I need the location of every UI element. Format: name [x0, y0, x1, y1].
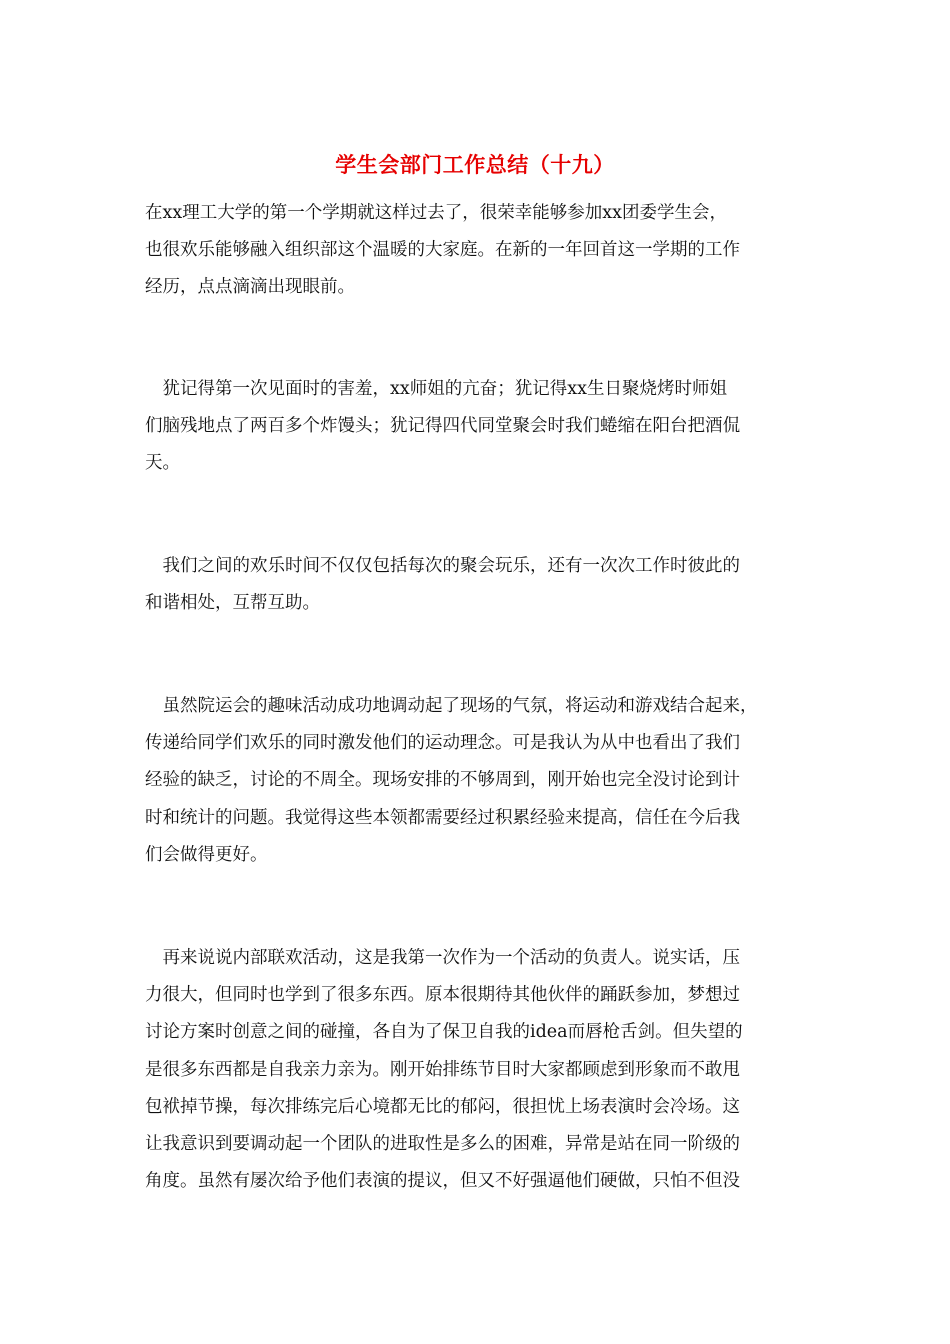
text-line: 经历，点点滴滴出现眼前。 [145, 277, 355, 298]
text-line: 们脑残地点了两百多个炸馒头；犹记得四代同堂聚会时我们蜷缩在阳台把酒侃 [145, 416, 740, 437]
paragraph-sports-meet [145, 688, 813, 874]
text-line: 我们之间的欢乐时间不仅仅包括每次的聚会玩乐，还有一次次工作时彼此的 [145, 556, 740, 576]
text-line: 也很欢乐能够融入组织部这个温暖的大家庭。在新的一年回首这一学期的工作 [145, 240, 740, 261]
text-line: 犹记得第一次见面时的害羞，xx师姐的亢奋；犹记得xx生日聚烧烤时师姐 [145, 379, 727, 399]
text-line: 经验的缺乏，讨论的不周全。现场安排的不够周到，刚开始也完全没讨论到计 [145, 770, 740, 791]
paragraph-party [145, 940, 813, 1200]
text-line: 再来说说内部联欢活动，这是我第一次作为一个活动的负责人。说实话，压 [145, 948, 740, 968]
text-line: 讨论方案时创意之间的碰撞，各自为了保卫自我的idea而唇枪舌剑。但失望的 [145, 1022, 743, 1043]
text-line: 是很多东西都是自我亲力亲为。刚开始排练节目时大家都顾虑到形象而不敢甩 [145, 1059, 740, 1080]
text-line: 们会做得更好。 [145, 844, 268, 865]
text-line: 天。 [145, 453, 180, 474]
text-line: 角度。虽然有屡次给予他们表演的提议，但又不好强逼他们硬做，只怕不但没 [145, 1171, 740, 1192]
paragraph-teamwork [145, 548, 813, 622]
text-line: 时和统计的问题。我觉得这些本领都需要经过积累经验来提高，信任在今后我 [145, 807, 740, 828]
text-line: 包袱掉节操，每次排练完后心境都无比的郁闷，很担忧上场表演时会冷场。这 [145, 1096, 740, 1117]
text-line: 虽然院运会的趣味活动成功地调动起了现场的气氛，将运动和游戏结合起来， [145, 696, 758, 716]
text-line: 在xx理工大学的第一个学期就这样过去了，很荣幸能够参加xx团委学生会， [145, 203, 727, 223]
paragraph-memories [145, 371, 813, 483]
text-line: 让我意识到要调动起一个团队的进取性是多么的困难，异常是站在同一阶级的 [145, 1134, 740, 1155]
text-line: 和谐相处，互帮互助。 [145, 593, 320, 614]
paragraph-intro [145, 195, 813, 307]
text-line: 力很大，但同时也学到了很多东西。原本很期待其他伙伴的踊跃参加，梦想过 [145, 985, 740, 1006]
text-line: 传递给同学们欢乐的同时激发他们的运动理念。可是我认为从中也看出了我们 [145, 733, 740, 754]
document-title: 学生会部门工作总结（十九） [335, 152, 615, 177]
